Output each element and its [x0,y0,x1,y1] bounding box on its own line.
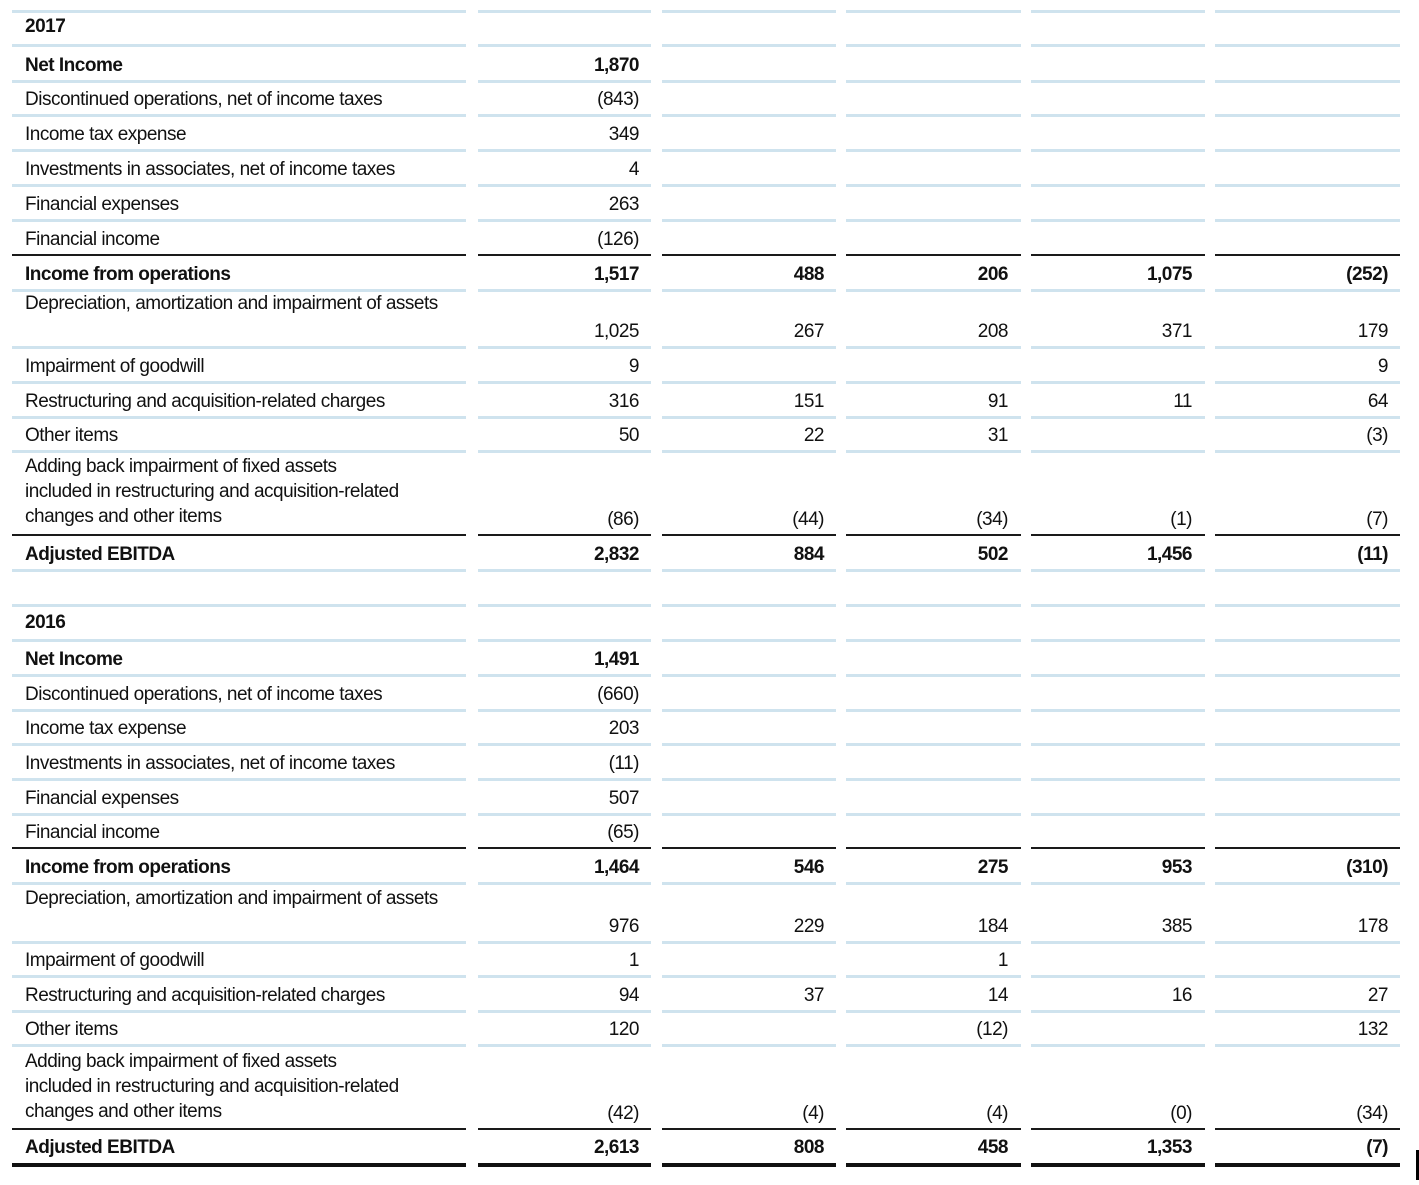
rule-light [1031,346,1205,349]
rule-light [478,416,651,419]
value-cell: (86) [607,509,639,530]
rule-light [662,1044,836,1047]
value-cell: (34) [976,509,1008,530]
value-cell: (252) [1346,264,1388,285]
value-cell: 316 [608,391,639,412]
rule-light [1215,114,1400,117]
rule-dark [1031,847,1205,849]
value-cell: 151 [793,391,824,412]
rule-light [12,975,466,978]
value-cell: 458 [977,1137,1008,1158]
rule-light [12,10,466,13]
rule-dark [478,1128,651,1130]
rule-light [1215,381,1400,384]
rule-light [846,569,1021,572]
rule-light [1215,44,1400,47]
rule-light [12,219,466,222]
value-cell: (11) [608,753,639,774]
value-cell: (4) [986,1103,1008,1124]
rule-light [662,975,836,978]
value-cell: 1,075 [1146,264,1192,285]
rule-light [1215,882,1400,885]
rule-light [12,416,466,419]
rule-light [662,289,836,292]
rule-light [846,975,1021,978]
rule-dark [478,847,651,849]
rule-light [1215,416,1400,419]
rule-light [478,10,651,13]
rule-light [12,882,466,885]
value-cell: 9 [1377,356,1388,377]
rule-light [1031,813,1205,816]
rule-light [12,44,466,47]
rule-light [12,149,466,152]
value-cell: 1,353 [1146,1137,1192,1158]
rule-dark [1031,254,1205,256]
value-cell: (44) [792,509,824,530]
rule-light [846,882,1021,885]
value-cell: 31 [987,425,1008,446]
value-cell: (7) [1366,1137,1388,1158]
rule-dark [12,254,466,256]
rule-light [478,743,651,746]
rule-light [478,346,651,349]
rule-dark [478,254,651,256]
rule-light [478,975,651,978]
rule-light [1215,604,1400,607]
rule-light [12,639,466,642]
rule-light [846,1044,1021,1047]
rule-light [662,10,836,13]
rule-light [12,184,466,187]
rule-light [662,44,836,47]
value-cell: 11 [1173,391,1192,412]
value-cell: 91 [987,391,1008,412]
rule-light [846,346,1021,349]
rule-light [662,709,836,712]
rule-light [12,381,466,384]
value-cell: 349 [608,124,639,145]
rule-light [1031,709,1205,712]
row-label: Discontinued operations, net of income taxes [25,89,383,110]
value-cell: 229 [793,916,824,937]
rule-light [1215,709,1400,712]
rule-dark [12,534,466,536]
rule-light [1031,184,1205,187]
rule-light [12,1010,466,1013]
value-cell: 546 [793,857,824,878]
rule-light [846,743,1021,746]
rule-light [12,743,466,746]
rule-dark [662,1128,836,1130]
row-label: Other items [25,1019,118,1040]
value-cell: 50 [618,425,639,446]
rule-heavy [12,1163,466,1167]
rule-dark [846,534,1021,536]
value-cell: (12) [976,1019,1008,1040]
rule-light [662,184,836,187]
value-cell: 14 [987,985,1008,1006]
row-label: Financial expenses [25,194,179,215]
rule-light [1215,1044,1400,1047]
row-label: Income tax expense [25,718,187,739]
rule-light [1031,975,1205,978]
rule-light [1031,289,1205,292]
value-cell: 179 [1357,321,1388,342]
rule-light [846,778,1021,781]
rule-light [478,381,651,384]
rule-heavy [662,1163,836,1167]
rule-light [478,941,651,944]
row-label: Discontinued operations, net of income taxes [25,684,383,705]
value-cell: 1,517 [593,264,639,285]
rule-light [478,569,651,572]
rule-light [1215,184,1400,187]
rule-light [846,674,1021,677]
rule-light [662,813,836,816]
rule-light [1215,569,1400,572]
row-label: Investments in associates, net of income taxes [25,159,395,180]
rule-light [478,289,651,292]
rule-light [662,416,836,419]
rule-light [12,778,466,781]
rule-light [12,346,466,349]
rule-light [478,882,651,885]
rule-light [1031,149,1205,152]
value-cell: 385 [1161,916,1192,937]
value-cell: (42) [607,1103,639,1124]
rule-light [1031,569,1205,572]
rule-light [662,450,836,453]
rule-light [846,1010,1021,1013]
value-cell: 120 [608,1019,639,1040]
rule-light [478,114,651,117]
rule-dark [1215,847,1400,849]
rule-dark [1031,1128,1205,1130]
rule-dark [12,1128,466,1130]
value-cell: 9 [628,356,639,377]
row-label: Financial income [25,229,160,250]
rule-dark [846,254,1021,256]
row-label-total: Adjusted EBITDA [25,1137,175,1158]
rule-light [1031,604,1205,607]
rule-light [1215,1010,1400,1013]
rule-light [846,114,1021,117]
row-label-total: Net Income [25,55,123,76]
value-cell: 953 [1161,857,1192,878]
row-label-total: Income from operations [25,264,231,285]
rule-dark [662,534,836,536]
rule-light [478,219,651,222]
rule-light [662,882,836,885]
row-label: Financial income [25,822,160,843]
rule-light [1215,674,1400,677]
value-cell: 884 [793,544,824,565]
rule-light [662,569,836,572]
value-cell: (34) [1356,1103,1388,1124]
value-cell: 16 [1171,985,1192,1006]
value-cell: (126) [597,229,639,250]
rule-light [478,1010,651,1013]
value-cell: 808 [793,1137,824,1158]
value-cell: (660) [597,684,639,705]
value-cell: 1 [997,950,1008,971]
value-cell: (3) [1366,425,1388,446]
value-cell: (1) [1170,509,1192,530]
value-cell: 94 [618,985,639,1006]
rule-heavy [478,1163,651,1167]
rule-light [846,604,1021,607]
value-cell: 2,613 [593,1137,639,1158]
rule-light [1031,1044,1205,1047]
rule-light [12,709,466,712]
rule-light [846,381,1021,384]
rule-light [1031,778,1205,781]
rule-light [662,604,836,607]
value-cell: 502 [977,544,1008,565]
rule-light [1031,114,1205,117]
rule-light [662,674,836,677]
rule-light [662,114,836,117]
rule-light [1031,10,1205,13]
rule-light [662,219,836,222]
rule-light [662,639,836,642]
value-cell: 2,832 [593,544,639,565]
rule-light [1031,639,1205,642]
rule-dark [1215,254,1400,256]
row-label-total: Adjusted EBITDA [25,544,175,565]
value-cell: (7) [1366,509,1388,530]
value-cell: 371 [1161,321,1192,342]
rule-heavy [846,1163,1021,1167]
rule-light [1031,1010,1205,1013]
rule-light [1215,975,1400,978]
rule-dark [1215,534,1400,536]
value-cell: 37 [803,985,824,1006]
rule-light [478,639,651,642]
row-label: Impairment of goodwill [25,356,205,377]
rule-light [1215,289,1400,292]
value-cell: 208 [977,321,1008,342]
rule-light [1215,80,1400,83]
rule-light [1215,813,1400,816]
rule-dark [1215,1128,1400,1130]
row-label: Financial expenses [25,788,179,809]
rule-light [1031,44,1205,47]
rule-light [1031,450,1205,453]
rule-dark [478,534,651,536]
rule-light [1215,149,1400,152]
rule-dark [846,1128,1021,1130]
row-label: Depreciation, amortization and impairment of assets [25,293,438,314]
rule-light [1031,80,1205,83]
rule-light [478,1044,651,1047]
value-cell: 27 [1367,985,1388,1006]
rule-light [478,778,651,781]
rule-light [478,674,651,677]
section-year-heading: 2016 [25,612,66,633]
rule-light [478,604,651,607]
value-cell: (0) [1170,1103,1192,1124]
rule-light [846,149,1021,152]
row-label: Adding back impairment of fixed assets included in restructuring and acquisition-related changes and other items [25,456,399,527]
value-cell: 203 [608,718,639,739]
rule-light [846,639,1021,642]
rule-light [12,114,466,117]
rule-light [1031,941,1205,944]
value-cell: 263 [608,194,639,215]
rule-light [846,813,1021,816]
value-cell: 976 [608,916,639,937]
rule-light [12,813,466,816]
rule-light [662,1010,836,1013]
rule-light [1215,743,1400,746]
rule-light [12,80,466,83]
rule-light [12,674,466,677]
rule-light [1215,941,1400,944]
row-label-total: Income from operations [25,857,231,878]
rule-dark [1031,534,1205,536]
rule-light [846,44,1021,47]
rule-light [12,604,466,607]
rule-heavy [1215,1163,1400,1167]
row-label: Income tax expense [25,124,187,145]
rule-light [478,80,651,83]
rule-light [1031,416,1205,419]
rule-light [12,569,466,572]
rule-dark [12,847,466,849]
rule-light [846,289,1021,292]
value-cell: 488 [793,264,824,285]
rule-light [1031,674,1205,677]
value-cell: 22 [803,425,824,446]
rule-light [846,450,1021,453]
value-cell: 1,456 [1146,544,1192,565]
rule-light [478,44,651,47]
value-cell: (65) [607,822,639,843]
rule-light [846,416,1021,419]
section-year-heading: 2017 [25,16,66,37]
rule-dark [846,847,1021,849]
value-cell: 178 [1357,916,1388,937]
rule-dark [662,847,836,849]
row-label: Restructuring and acquisition-related charges [25,391,385,412]
value-cell: 1,464 [593,857,639,878]
rule-light [846,184,1021,187]
row-label: Investments in associates, net of income taxes [25,753,395,774]
value-cell: 1,025 [593,321,639,342]
value-cell: 206 [977,264,1008,285]
rule-light [1031,219,1205,222]
rule-light [1215,346,1400,349]
rule-light [1215,10,1400,13]
rule-light [478,813,651,816]
row-label: Restructuring and acquisition-related charges [25,985,385,1006]
value-cell: 1,491 [593,649,639,670]
rule-light [662,743,836,746]
value-cell: 184 [977,916,1008,937]
value-cell: (4) [802,1103,824,1124]
rule-light [12,941,466,944]
value-cell: 64 [1367,391,1388,412]
value-cell: (843) [597,89,639,110]
rule-light [12,450,466,453]
value-cell: 1 [628,950,639,971]
rule-light [1215,778,1400,781]
rule-light [662,149,836,152]
value-cell: 1,870 [593,55,639,76]
rule-light [12,1044,466,1047]
rule-light [662,778,836,781]
row-label: Other items [25,425,118,446]
rule-light [1031,381,1205,384]
row-label: Impairment of goodwill [25,950,205,971]
rule-light [1031,882,1205,885]
value-cell: 275 [977,857,1008,878]
value-cell: 267 [793,321,824,342]
value-cell: 132 [1357,1019,1388,1040]
rule-light [662,941,836,944]
rule-light [1215,219,1400,222]
rule-light [478,149,651,152]
rule-light [478,450,651,453]
rule-heavy [1031,1163,1205,1167]
value-cell: 507 [608,788,639,809]
rule-light [662,80,836,83]
rule-light [846,709,1021,712]
rule-light [846,80,1021,83]
row-label-total: Net Income [25,649,123,670]
rule-light [478,184,651,187]
value-cell: (11) [1357,544,1388,565]
rule-light [1215,450,1400,453]
row-label: Depreciation, amortization and impairment of assets [25,888,438,909]
value-cell: 4 [628,159,639,180]
rule-light [478,709,651,712]
rule-light [846,941,1021,944]
row-label: Adding back impairment of fixed assets included in restructuring and acquisition-related changes and other items [25,1051,399,1122]
rule-light [1031,743,1205,746]
rule-dark [662,254,836,256]
rule-light [846,10,1021,13]
rule-light [846,219,1021,222]
rule-light [662,346,836,349]
rule-light [1215,639,1400,642]
value-cell: (310) [1346,857,1388,878]
rule-light [662,381,836,384]
